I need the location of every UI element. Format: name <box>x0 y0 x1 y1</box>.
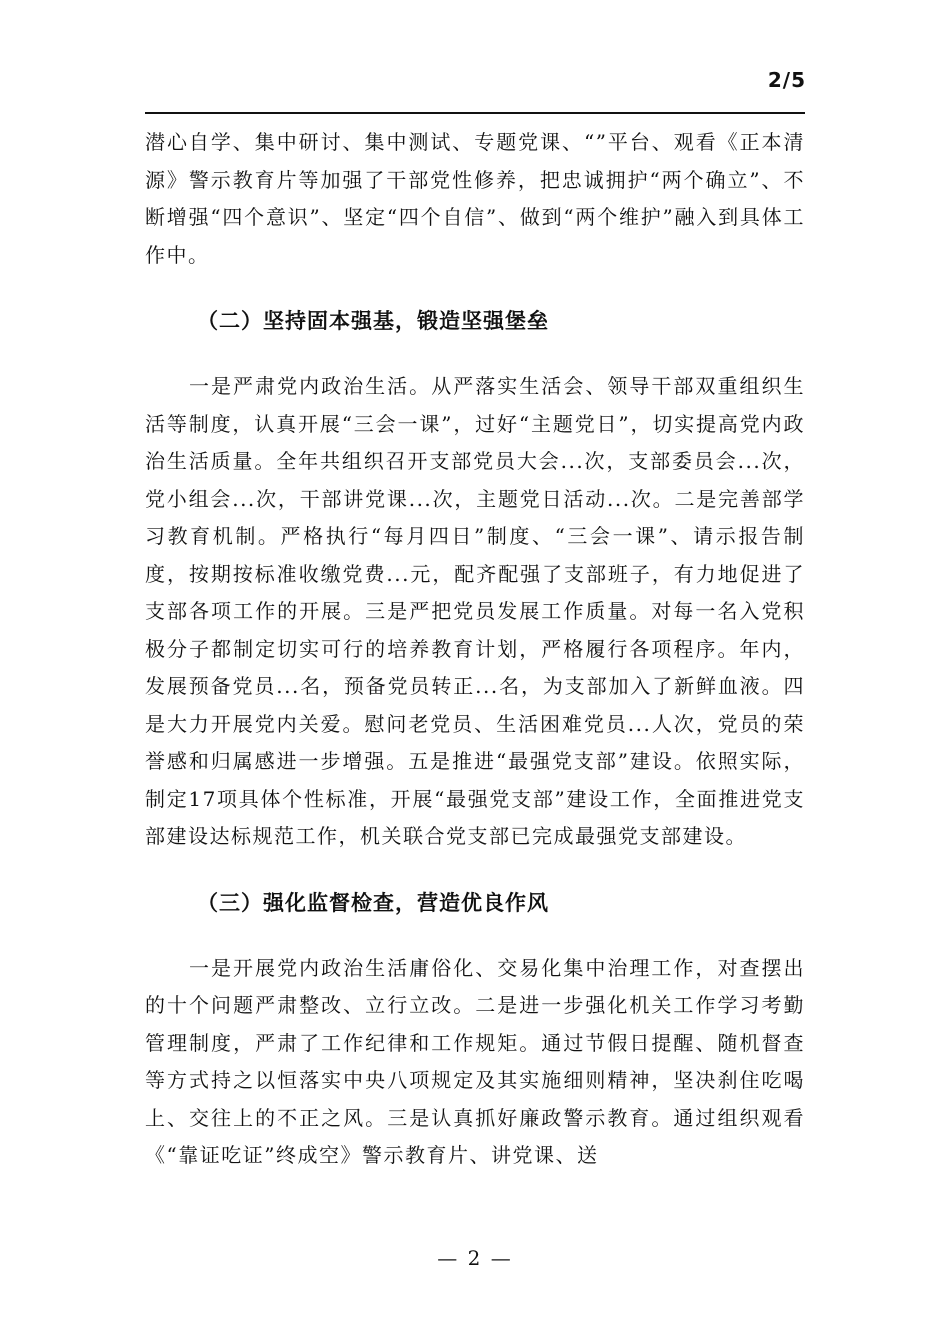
header-divider <box>145 112 805 114</box>
spacer <box>145 856 805 884</box>
intro-paragraph: 潜心自学、集中研讨、集中测试、专题党课、“”平台、观看《正本清源》警示教育片等加强了干部党性修养，把忠诚拥护“两个确立”、不断增强“四个意识”、坚定“四个自信”、做到“两个维护”融入到具体工作中。 <box>145 130 805 267</box>
page-indicator: 2/5 <box>767 68 806 92</box>
spacer <box>145 340 805 368</box>
spacer <box>145 922 805 950</box>
document-body <box>145 124 805 1175</box>
footer-page-number: — 2 — <box>437 1246 513 1270</box>
section-3-paragraph: 一是开展党内政治生活庸俗化、交易化集中治理工作，对查摆出的十个问题严肃整改、立行立改。二是进一步强化机关工作学习考勤管理制度，严肃了工作纪律和工作规矩。通过节假日提醒、随机督查等方式持之以恒落实中央八项规定及其实施细则精神，坚决刹住吃喝上、交往上的不正之风。三是认真抓好廉政警示教育。通过组织观看《“靠证吃证”终成空》警示教育片、讲党课、送 <box>145 955 805 1167</box>
spacer <box>145 274 805 302</box>
section-2-paragraph: 一是严肃党内政治生活。从严落实生活会、领导干部双重组织生活等制度，认真开展“三会一课”，过好“主题党日”，切实提高党内政治生活质量。全年共组织召开支部党员大会...次，支部委员会...次，党小组会...次，干部讲党课...次，主题党日活动...次。二是完善部学习教育机制。严格执行“每月四日”制度、“三会一课”、请示报告制度，按期按标准收缴党费...元，配齐配强了支部班子，有力地促进了支部各项工作的开展。三是严把党员发展工作质量。对每一名入党积极分子都制定切实可行的培养教育计划，严格履行各项程序。年内，发展预备党员...名，预备党员转正...名，为支部加入了新鲜血液。四是大力开展党内关爱。慰问老党员、生活困难党员...人次，党员的荣誉感和归属感进一步增强。五是推进“最强党支部”建设。依照实际，制定17项具体个性标准，开展“最强党支部”建设工作，全面推进党支部建设达标规范工作，机关联合党支部已完成最强党支部建设。 <box>145 374 805 848</box>
section-3-heading: （三）强化监督检查，营造优良作风 <box>197 890 549 915</box>
section-2-heading: （二）坚持固本强基，锻造坚强堡垒 <box>197 309 549 333</box>
